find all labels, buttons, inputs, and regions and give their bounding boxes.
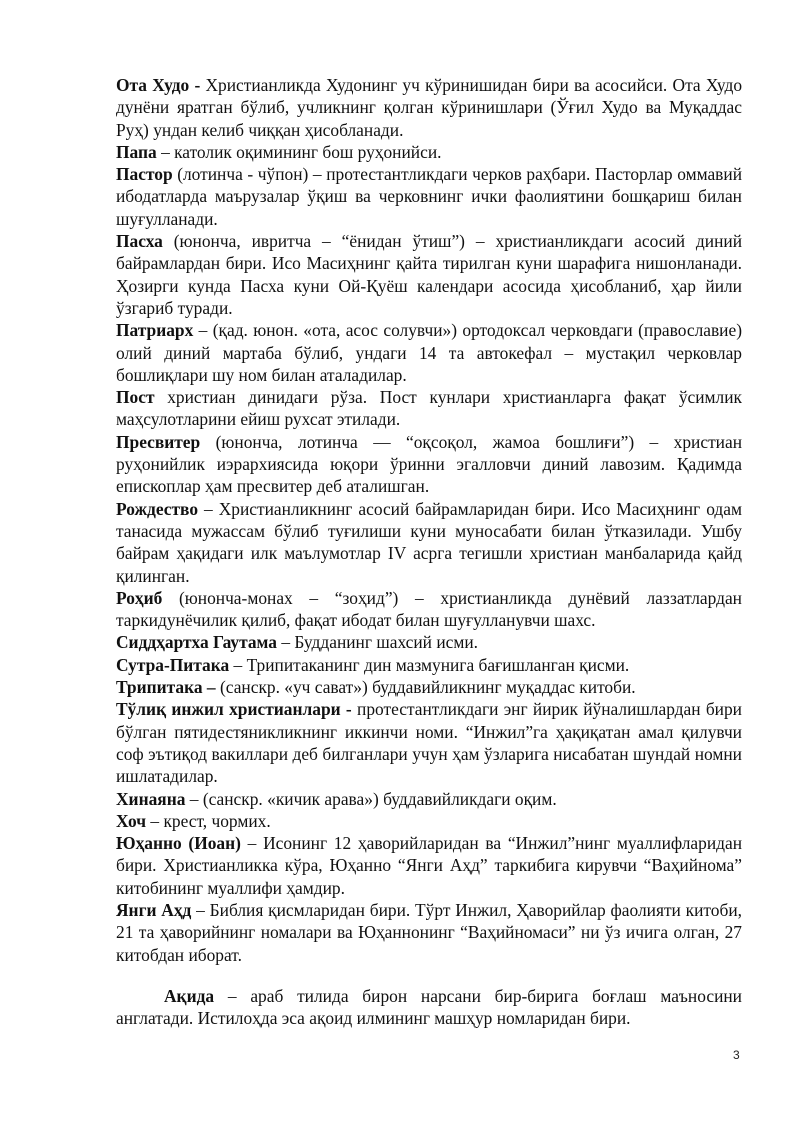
glossary-entry-siddhartha xyxy=(116,631,742,653)
glossary-entry-papa xyxy=(116,141,742,163)
akida-paragraph xyxy=(116,985,742,1030)
glossary-entry-patriarh xyxy=(116,319,742,386)
glossary-entry-rozhdestvo xyxy=(116,498,742,587)
glossary-definition: (юнонча-монах – “зоҳид”) – христианликда дунёвий лаззатлардан таркидунёчилик қилиб, фақат ибодат билан шуғулланувчи шахс. xyxy=(116,587,742,631)
glossary-definition: – Библия қисмларидан бири. Тўрт Инжил, Ҳаворийлар фаолияти китоби, 21 та ҳаворийнинг номалари ва Юҳаннонинг “Ваҳийномаси” ни ўз ичига олган, 27 китобдан иборат. xyxy=(116,899,742,965)
glossary-term: Сутра-Питака xyxy=(116,654,230,675)
glossary-definition: – крест, чормих. xyxy=(146,810,271,831)
glossary-definition: – (қад. юнон. «ота, асос солувчи») ортодоксал черковдаги (православие) олий диний мартаба бўлиб, ундаги 14 та автокефал – мустақил черковлар бошлиқлари шу ном билан аталадилар. xyxy=(116,320,742,385)
glossary-definition: (санскр. «уч сават») буддавийликнинг муқаддас китоби. xyxy=(215,677,636,698)
akida-definition: – араб тилида бирон нарсани бир-бирига боғлаш маъносини англатади. Истилоҳда эса ақоид илмининг машҳур номларидан бири. xyxy=(116,986,742,1029)
glossary-term: Пост xyxy=(116,387,155,408)
glossary-entry-yangi-ahd xyxy=(116,899,742,966)
glossary-entry-ota-hudo xyxy=(116,74,742,141)
page-number: 3 xyxy=(733,1048,740,1062)
glossary-term: Ота Худо - xyxy=(116,75,201,95)
glossary-body xyxy=(116,74,742,966)
glossary-definition: (юнонча, лотинча — “оқсоқол, жамоа бошлиғи”) – христиан руҳонийлик иэрархиясида юқори ўринни эгалловчи диний лавозим. Қадимда епископлар ҳам пресвитер деб аталишган. xyxy=(116,431,742,497)
glossary-definition: (юнонча, ивритча – “ёнидан ўтиш”) – христианликдаги асосий диний байрамлардан бири. Исо Масиҳнинг қайта тирилган куни шарафига нишонланади. Ҳозирги кунда Пасха куни Ой-Қуёш календари асосида ҳисобланиб, ҳар йили ўзгариб туради. xyxy=(116,231,742,318)
glossary-term: Пресвитер xyxy=(116,431,201,452)
glossary-entry-presviter xyxy=(116,431,742,498)
glossary-term: Рождество xyxy=(116,498,199,519)
akida-term: Ақида xyxy=(164,986,215,1006)
glossary-definition: Христианликда Худонинг уч кўринишидан бири ва асосийси. Ота Худо дунёни яратган бўлиб, учликнинг қолган кўринишлари (Ўғил Худо ва Муқаддас Руҳ) ундан келиб чиққан ҳисобланади. xyxy=(116,75,743,140)
glossary-entry-pastor xyxy=(116,163,742,230)
glossary-entry-hoch xyxy=(116,810,742,832)
glossary-entry-tuliq-injil xyxy=(116,698,742,787)
glossary-definition: – Будданинг шахсий исми. xyxy=(276,632,479,653)
glossary-entry-post xyxy=(116,386,742,431)
glossary-entry-tripitaka xyxy=(116,676,742,698)
glossary-entry-yuhanno xyxy=(116,832,742,899)
glossary-entry-hinayana xyxy=(116,788,742,810)
glossary-term: Юҳанно (Иоан) xyxy=(116,833,241,854)
glossary-entry-sutra-pitaka xyxy=(116,654,742,676)
glossary-term: Тўлиқ инжил христианлари - xyxy=(116,699,352,720)
glossary-definition: – Христианликнинг асосий байрамларидан бири. Исо Масиҳнинг одам танасида мужассам бўлиб туғилиши куни муносабати билан ўтказилади. Ушбу байрам ҳақидаги илк маълумотлар IV асрга тегишли христиан манбаларида қайд қилинган. xyxy=(116,498,742,586)
glossary-term: Хоч xyxy=(116,810,147,831)
glossary-term: Трипитака – xyxy=(116,677,216,698)
glossary-term: Пастор xyxy=(116,164,173,185)
glossary-definition: христиан динидаги рўза. Пост кунлари христианларга фақат ўсимлик маҳсулотларини ейиш рухсат этилади. xyxy=(116,387,742,430)
glossary-term: Патриарх xyxy=(116,320,194,341)
glossary-definition: (лотинча - чўпон) – протестантликдаги черков раҳбари. Пасторлар оммавий ибодатларда маърузалар ўқиш ва черковнинг ички фаолиятини бошқариш билан шуғулланади. xyxy=(116,164,742,229)
glossary-definition: – католик оқимининг бош руҳонийси. xyxy=(156,141,442,162)
glossary-definition: протестантликдаги энг йирик йўналишлардан бири бўлган пятидестяникликнинг иккинчи номи. “Инжил”га ҳақиқатан амал қилувчи соф эътиқод вакиллари деб билганлари учун ҳам ўзларига нисабатан шундай номни ишлатадилар. xyxy=(116,699,742,787)
glossary-entry-rohib xyxy=(116,587,742,632)
glossary-term: Пасха xyxy=(116,231,163,252)
glossary-term: Папа xyxy=(116,141,157,162)
glossary-term: Роҳиб xyxy=(116,587,163,608)
glossary-definition: – (санскр. «кичик арава») буддавийликдаги оқим. xyxy=(185,788,557,809)
glossary-term: Сиддҳартха Гаутама xyxy=(116,632,277,653)
glossary-entry-pasha xyxy=(116,230,742,319)
glossary-term: Янги Аҳд xyxy=(116,899,192,920)
glossary-definition: – Исонинг 12 ҳаворийларидан ва “Инжил”нинг муаллифларидан бири. Христианликка кўра, Юҳанно “Янги Аҳд” таркибига кирувчи “Ваҳийнома” китобининг муаллифи ҳамдир. xyxy=(116,833,742,898)
glossary-term: Хинаяна xyxy=(116,788,186,809)
glossary-definition: – Трипитаканинг дин мазмунига бағишланган қисми. xyxy=(229,654,630,675)
